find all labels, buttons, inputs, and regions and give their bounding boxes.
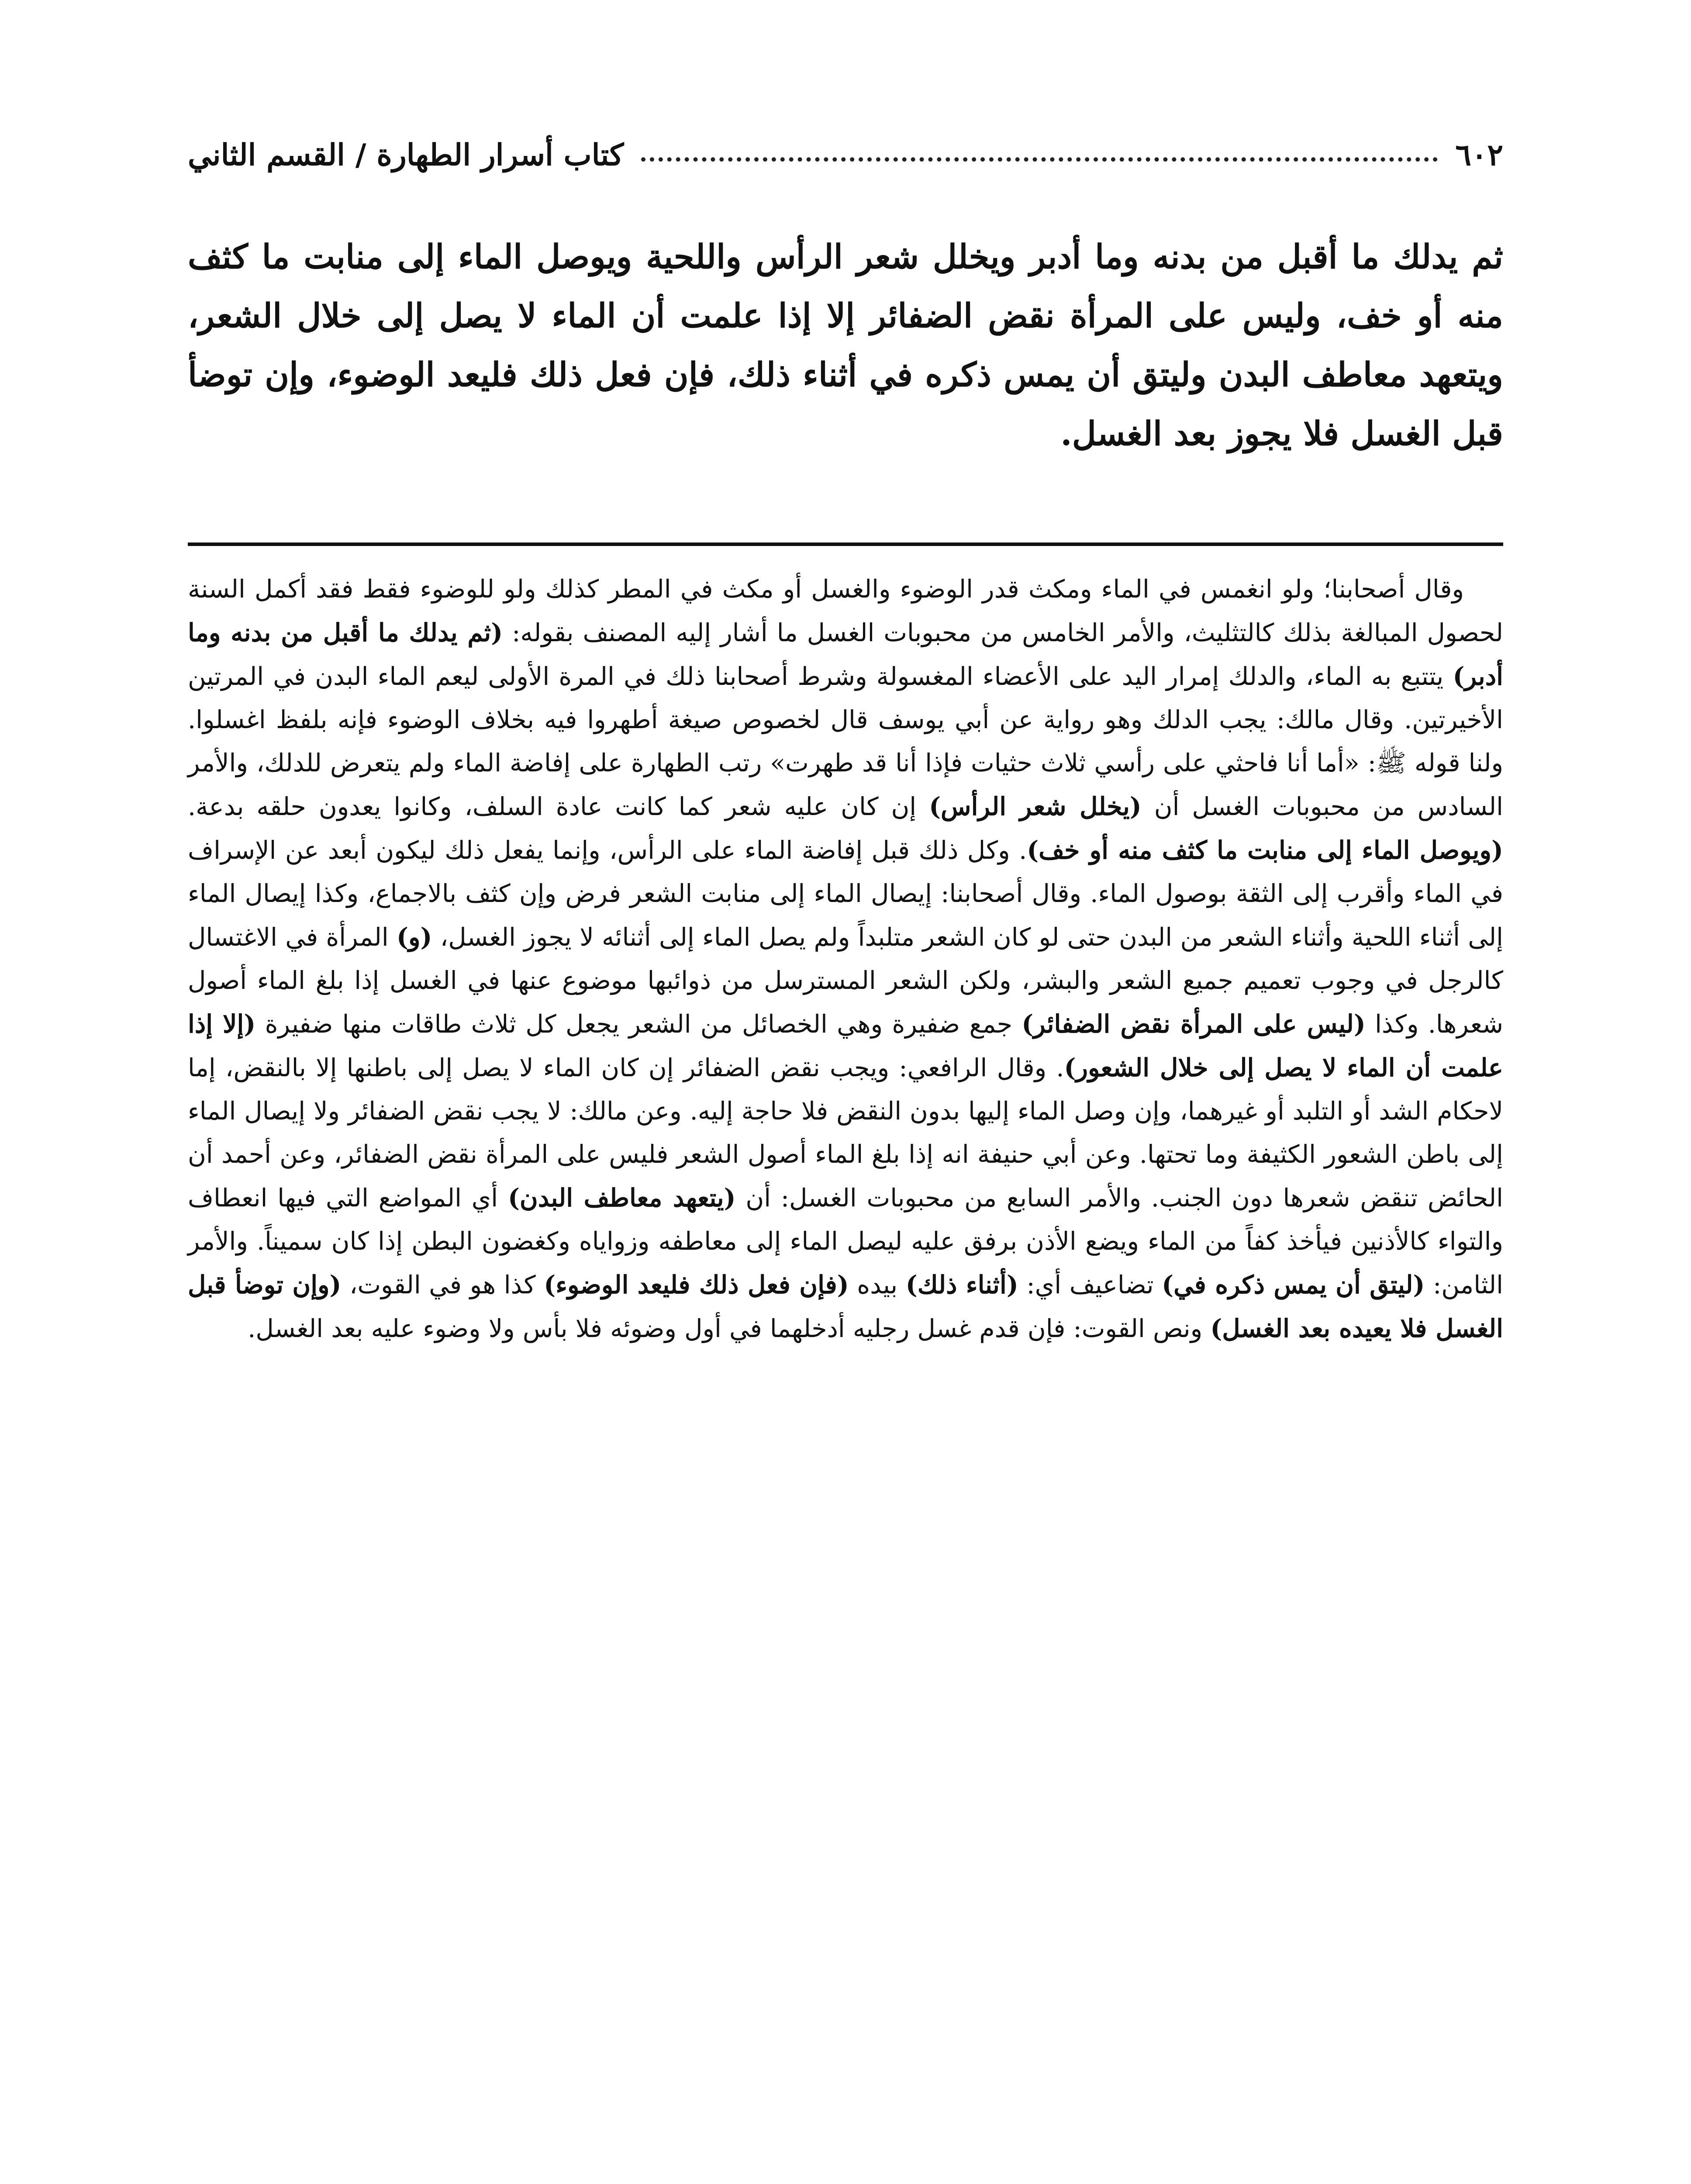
quoted-main-text: (فإن فعل ذلك فليعد الوضوء) [544,1270,849,1299]
commentary-text: إن كان عليه شعر كما كانت عادة السلف، وكانوا يعدون حلقه بدعة. [188,792,929,821]
running-header [188,131,1503,179]
commentary-text: وقال أصحابنا؛ ولو انغمس في الماء ومكث قدر الوضوء والغسل أو مكث في المطر كذلك ولو للوضوء فقط فقد أكمل السنة لحصول المبالغة بذلك كالتثليث، والأمر الخامس من محبوبات الغسل ما أشار إليه المصنف بقوله: [188,575,1503,647]
quoted-main-text: (و) [397,923,432,952]
quoted-main-text: (إلا إذا علمت أن الماء لا يصل إلى خلال الشعور) [188,1009,1503,1082]
separator-rule [188,543,1503,546]
commentary-text: بيده [849,1271,906,1299]
commentary-text: تضاعيف أي: [1018,1271,1162,1299]
quoted-main-text: (ليتق أن يمس ذكره في) [1162,1270,1425,1299]
commentary-text: . وكل ذلك قبل إفاضة الماء على الرأس، وإنما يفعل ذلك ليكون أبعد عن الإسراف في الماء وأقرب إلى الثقة بوصول الماء. وقال أصحابنا: إيصال الماء إلى منابت الشعر فرض وإن كثف بالاجماع، وكذا إيصال الماء إلى أثناء اللحية وأثناء الشعر من البدن حتى لو كان الشعر متلبداً ولم يصل الماء إلى أثنائه لا يجوز الغسل، [188,836,1503,952]
main-text [188,227,1503,463]
dotted-leader [641,157,1438,162]
running-title: كتاب أسرار الطهارة / القسم الثاني [188,138,624,173]
quoted-main-text: (ويوصل الماء إلى منابت ما كثف منه أو خف) [1027,836,1504,865]
page-number: ٦٠٢ [1455,138,1503,173]
commentary-text: ونص القوت: فإن قدم غسل رجليه أدخلهما في أول وضوئه فلا بأس ولا وضوء عليه بعد الغسل. [248,1314,1211,1343]
quoted-main-text: (ثم يدلك ما أقبل من بدنه وما أدبر) [188,618,1503,691]
commentary-text: أي المواضع التي فيها انعطاف والتواء كالأذنين فيأخذ كفاً من الماء ويضع الأذن برفق عليه ليصل الماء إلى معاطفه وزواياه وكغضون البطن إذا كان سميناً. والأمر الثامن: [188,1184,1503,1299]
commentary-text: يتتبع به الماء، والدلك إمرار اليد على الأعضاء المغسولة وشرط أصحابنا ذلك في المرة الأولى ليعم الماء البدن في المرتين الأخيرتين. وقال مالك: يجب الدلك وهو رواية عن أبي يوسف قال لخصوص صيغة أطهروا فيه بخلاف الوضوء فإنه بلفظ اغسلوا. ولنا قوله ﷺ: «أما أنا فاحثي على رأسي ثلاث حثيات فإذا أنا قد طهرت» رتب الطهارة على إفاضة الماء ولم يتعرض للدلك، والأمر السادس من محبوبات الغسل أن [188,662,1503,821]
commentary-paragraph [188,568,1503,1351]
quoted-main-text: (يخلل شعر الرأس) [929,792,1142,821]
commentary-text: جمع ضفيرة وهي الخصائل من الشعر يجعل كل ثلاث طاقات منها ضفيرة [255,1010,1022,1039]
quoted-main-text: (يتعهد معاطف البدن) [507,1183,736,1213]
quoted-main-text: (ليس على المرأة نقض الضفائر) [1022,1009,1366,1039]
quoted-main-text: (أثناء ذلك) [905,1270,1018,1299]
main-text-body: ثم يدلك ما أقبل من بدنه وما أدبر ويخلل شعر الرأس واللحية ويوصل الماء إلى منابت ما كثف منه أو خف، وليس على المرأة نقض الضفائر إلا إذا علمت أن الماء لا يصل إلى خلال الشعر، ويتعهد معاطف البدن وليتق أن يمس ذكره في أثناء ذلك، فإن فعل ذلك فليعد الوضوء، وإن توضأ قبل الغسل فلا يجوز بعد الغسل. [188,237,1503,453]
commentary-text: . وقال الرافعي: ويجب نقض الضفائر إن كان الماء لا يصل إلى باطنها إلا بالنقض، إما لاحكام الشد أو التلبد أو غيرهما، وإن وصل الماء إليها بدون النقض فلا حاجة إليه. وعن مالك: لا يجب نقض الضفائر ولا إيصال الماء إلى باطن الشعور الكثيفة وما تحتها. وعن أبي حنيفة انه إذا بلغ الماء أصول الشعر فليس على المرأة نقض الضفائر، وعن أحمد أن الحائض تنقض شعرها دون الجنب. والأمر السابع من محبوبات الغسل: أن [188,1054,1503,1213]
commentary-text: المرأة في الاغتسال كالرجل في وجوب تعميم جميع الشعر والبشر، ولكن الشعر المسترسل من ذوائبها موضوع عنها في الغسل إذا بلغ الماء أصول شعرها. وكذا [188,923,1504,1039]
commentary [188,568,1503,1351]
quoted-main-text: (وإن توضأ قبل الغسل فلا يعيده بعد الغسل) [188,1270,1503,1343]
commentary-text: كذا هو في القوت، [341,1271,544,1299]
